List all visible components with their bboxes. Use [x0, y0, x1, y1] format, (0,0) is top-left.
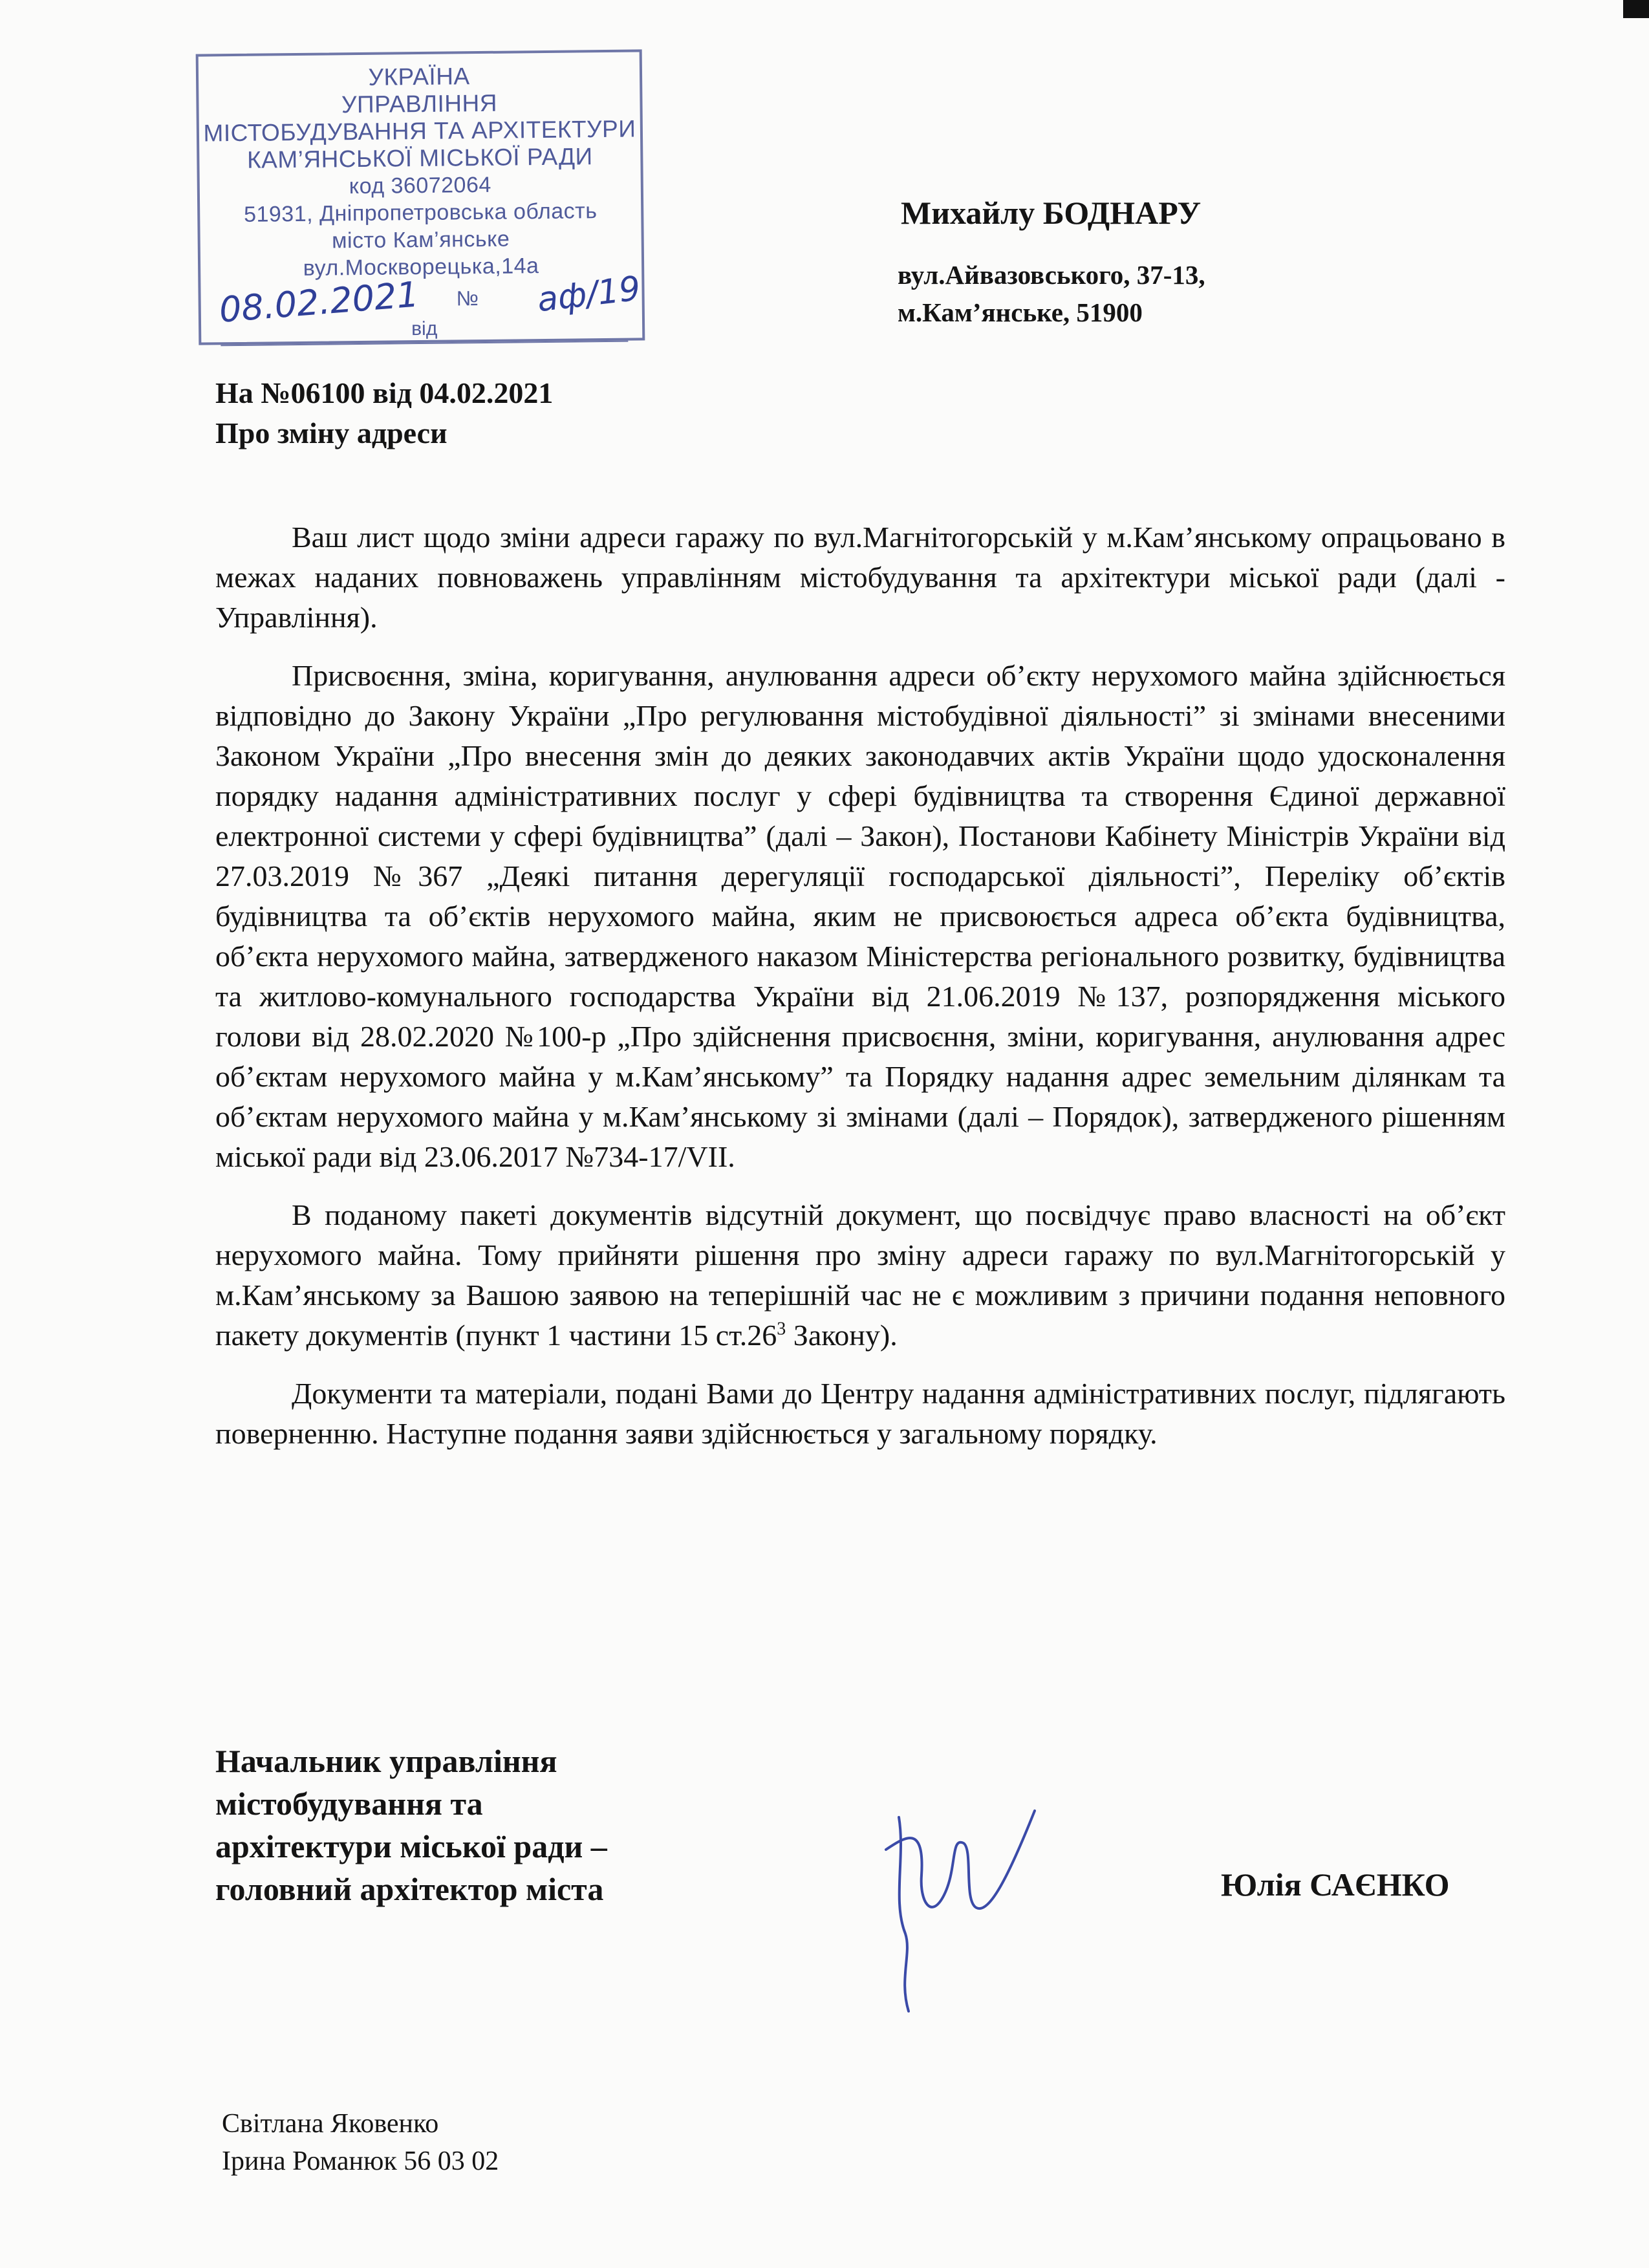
reference-number: На №06100 від 04.02.2021 — [215, 376, 554, 409]
stamp-line: УПРАВЛІННЯ — [341, 89, 498, 118]
stamp-line: 51931, Дніпропетровська область — [243, 199, 598, 227]
contact-line: Ірина Романюк 56 03 02 — [222, 2146, 499, 2176]
executor-contacts — [222, 2105, 499, 2180]
stamp-number-label: № — [456, 286, 479, 310]
stamp-line: МІСТОБУДУВАННЯ ТА АРХІТЕКТУРИ — [203, 115, 636, 147]
recipient-name: Михайлу БОДНАРУ — [901, 195, 1202, 231]
signer-position-line: містобудування та — [215, 1786, 483, 1822]
superscript: 3 — [777, 1319, 786, 1339]
scan-corner-mark — [1623, 0, 1649, 18]
body-paragraph: Ваш лист щодо зміни адреси гаражу по вул.Магнітогорській у м.Кам’янському опрацьовано в межах наданих повноважень управлінням містобудування та архітектури міської ради (далі - Управління). — [215, 521, 1505, 634]
signer-position-line: Начальник управління — [215, 1743, 557, 1779]
body-paragraph — [215, 1195, 1505, 1355]
recipient-address-line: вул.Айвазовського, 37-13, — [898, 260, 1205, 290]
signer-name: Юлія САЄНКО — [1221, 1866, 1450, 1903]
subject-line: Про зміну адреси — [215, 416, 447, 449]
stamp-line: УКРАЇНА — [368, 63, 470, 91]
paragraph-text: В поданому пакеті документів відсутній документ, що посвідчує право власності на об’єкт нерухомого майна. Тому прийняти рішення про зміну адреси гаражу по вул.Магнітогорській у м.Кам’янському за Вашою заявою на теперішній час не є можливим з причини подання неповного пакету документів (пункт 1 частини 15 ст.26 — [215, 1198, 1505, 1352]
handwritten-signature — [860, 1798, 1054, 2018]
stamp-line: вул.Москворецька,14а — [303, 254, 539, 281]
body-paragraph: Документи та матеріали, подані Вами до Центру надання адміністративних послуг, підлягають поверненню. Наступне подання заяви здійснюється у загальному порядку. — [215, 1377, 1505, 1450]
stamp-line: код 36072064 — [349, 172, 491, 199]
body-paragraph: Присвоєння, зміна, коригування, анулювання адреси об’єкту нерухомого майна здійснюється відповідно до Закону України „Про регулювання містобудівної діяльності” зі змінами внесеними Законом України „Про внесення змін до деяких законодавчих актів України щодо удосконалення порядку надання адміністративних послуг у сфері будівництва та створення Єдиної державної електронної системи у сфері будівництва” (далі – Закон), Постанови Кабінету Міністрів України від 27.03.2019 №367 „Деякі питання дерегуляції господарської діяльності”, Переліку об’єктів будівництва та об’єктів нерухомого майна, яким не присвоюється адреса об’єкта будівництва, об’єкта нерухомого майна, затвердженого наказом Міністерства регіонального розвитку, будівництва та житлово-комунального господарства України від 21.06.2019 №137, розпорядження міського голови від 28.02.2020 №100-р „Про здійснення присвоєння, зміни, коригування, анулювання адрес об’єктам нерухомого майна у м.Кам’янському” та Порядку надання адрес земельним ділянкам та об’єктам нерухомого майна у м.Кам’янському зі змінами (далі – Порядок), затвердженого рішенням міської ради від 23.06.2017 №734-17/VII. — [215, 659, 1505, 1173]
signer-position — [215, 1740, 607, 1910]
stamp-handwritten-date: 08.02.2021 — [217, 274, 420, 330]
paragraph-text: Закону). — [786, 1319, 898, 1352]
registration-stamp — [196, 49, 645, 345]
recipient-address-line: м.Кам’янське, 51900 — [898, 297, 1143, 327]
reference-block — [215, 373, 553, 453]
stamp-line: КАМ’ЯНСЬКОЇ МІСЬКОЇ РАДИ — [246, 143, 593, 173]
recipient-block — [898, 194, 1205, 331]
stamp-handwritten-number: аф/19 — [535, 269, 643, 320]
signer-position-line: головний архітектор міста — [215, 1871, 604, 1907]
letter-body — [215, 517, 1505, 1454]
recipient-address — [898, 256, 1205, 331]
signer-position-line: архітектури міської ради – — [215, 1828, 607, 1864]
stamp-line: місто Кам’янське — [331, 226, 510, 254]
contact-line: Світлана Яковенко — [222, 2109, 439, 2139]
stamp-underline — [221, 341, 628, 347]
stamp-vid-row — [201, 314, 642, 347]
stamp-vid-label: від — [411, 318, 438, 340]
